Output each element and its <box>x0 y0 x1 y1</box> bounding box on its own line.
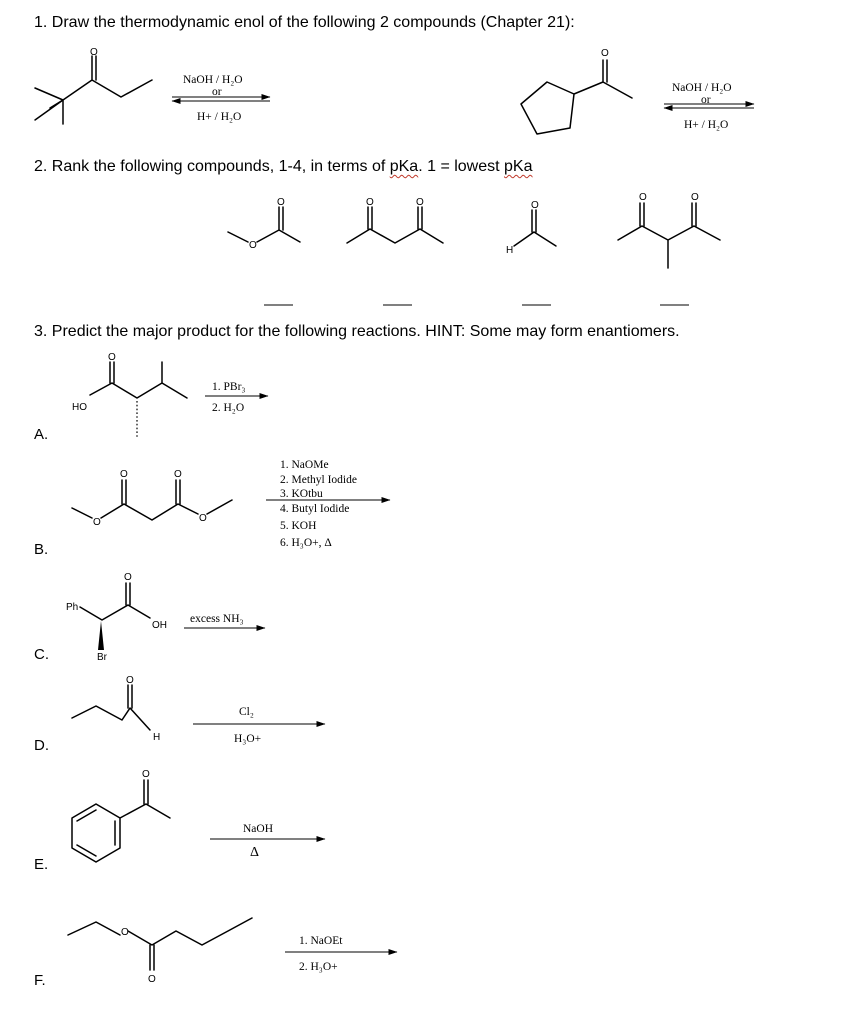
part-label-f: F. <box>34 972 46 989</box>
reaction-f-substrate <box>68 918 252 985</box>
question-1: 1. Draw the thermodynamic enol of the following 2 compounds (Chapter 21): <box>34 14 575 31</box>
hydrogen-label: H <box>506 245 514 256</box>
reaction-c-substrate <box>66 572 167 663</box>
oxygen-label: O <box>126 675 134 686</box>
oxygen-label: O <box>277 197 285 208</box>
reaction-d-conditions <box>193 706 325 745</box>
reaction-b-step6: 6. H₃O+, Δ <box>280 537 332 549</box>
pka-spellcheck-1: pKa <box>389 158 419 175</box>
reaction-f-bottom: 2. H₃O+ <box>299 961 338 973</box>
pka-spellcheck-2: pKa <box>504 158 533 175</box>
q1-cond1-or: or <box>212 86 222 98</box>
oxygen-label: O <box>120 469 128 480</box>
q2-compound-diketone <box>347 197 443 243</box>
reaction-b-substrate <box>72 469 232 528</box>
oxygen-label: O <box>93 517 101 528</box>
reaction-b-step1: 1. NaOMe <box>280 459 329 471</box>
oxygen-label: O <box>148 974 156 985</box>
part-label-b: B. <box>34 541 49 558</box>
q2-compound-ester <box>228 197 300 251</box>
wedge-bond <box>98 621 104 650</box>
q1-cond2-or: or <box>701 94 711 106</box>
oxygen-label: O <box>531 200 539 211</box>
reaction-d-bottom: H₃O+ <box>234 733 262 745</box>
q1-equilibrium-arrows-1 <box>172 74 270 123</box>
q1-equilibrium-arrows-2 <box>664 82 754 131</box>
reaction-a-substrate <box>72 352 187 438</box>
oxygen-label: O <box>90 47 98 58</box>
reaction-c-conditions <box>184 613 265 628</box>
q1-cond2-bottom: H+ / H₂O <box>684 119 729 131</box>
reaction-e-bottom: Δ <box>250 845 260 860</box>
oxygen-label: O <box>601 48 609 59</box>
hydroxyl-label: HO <box>72 402 87 413</box>
oxygen-label: O <box>121 927 129 938</box>
part-label-a: A. <box>34 426 49 443</box>
reaction-f-top: 1. NaOEt <box>299 935 343 947</box>
reaction-d-substrate <box>72 675 160 743</box>
question-2-text-mid: . 1 = lowest <box>418 158 505 175</box>
oxygen-label: O <box>142 769 150 780</box>
phenyl-label: Ph <box>66 602 79 613</box>
oxygen-label: O <box>639 192 647 203</box>
q1-ketone-1-structure <box>35 47 152 124</box>
oxygen-label: O <box>416 197 424 208</box>
oxygen-label: O <box>174 469 182 480</box>
oxygen-label: O <box>691 192 699 203</box>
oxygen-label: O <box>366 197 374 208</box>
reaction-f-conditions <box>285 935 397 973</box>
question-3: 3. Predict the major product for the following reactions. HINT: Some may form enantiomers. <box>34 323 680 340</box>
oxygen-label: O <box>249 240 257 251</box>
reaction-b-step5: 5. KOH <box>280 520 317 532</box>
q2-compound-aldehyde <box>506 200 556 256</box>
q2-compound-branched-diketone <box>618 192 720 268</box>
reaction-e-conditions <box>210 823 325 860</box>
oxygen-label: O <box>124 572 132 583</box>
q1-ketone-2-structure <box>521 48 632 134</box>
reaction-a-step2: 2. H₂O <box>212 402 245 414</box>
question-2-text: 2. Rank the following compounds, 1-4, in terms of <box>34 158 390 175</box>
reaction-d-top: Cl₂ <box>239 706 254 718</box>
reaction-e-top: NaOH <box>243 823 274 835</box>
reaction-a-step1: 1. PBr₃ <box>212 381 246 393</box>
reaction-a-conditions <box>205 381 268 414</box>
q1-cond2-top: NaOH / H₂O <box>672 82 732 94</box>
reaction-b-step2: 2. Methyl Iodide <box>280 474 357 486</box>
reaction-b-conditions <box>266 459 390 549</box>
oxygen-label: O <box>199 513 207 524</box>
bromine-label: Br <box>97 652 107 663</box>
q1-cond1-top: NaOH / H₂O <box>183 74 243 86</box>
hydroxyl-label: OH <box>152 620 167 631</box>
hydrogen-label: H <box>153 732 161 743</box>
reaction-e-substrate <box>72 769 170 862</box>
reaction-c-reagent: excess NH₃ <box>190 613 244 625</box>
part-label-d: D. <box>34 737 49 754</box>
part-label-c: C. <box>34 646 49 663</box>
reaction-b-step3: 3. KOtbu <box>280 488 323 500</box>
reaction-b-step4: 4. Butyl Iodide <box>280 503 350 515</box>
oxygen-label: O <box>108 352 116 363</box>
q1-cond1-bottom: H+ / H₂O <box>197 111 242 123</box>
part-label-e: E. <box>34 856 49 873</box>
